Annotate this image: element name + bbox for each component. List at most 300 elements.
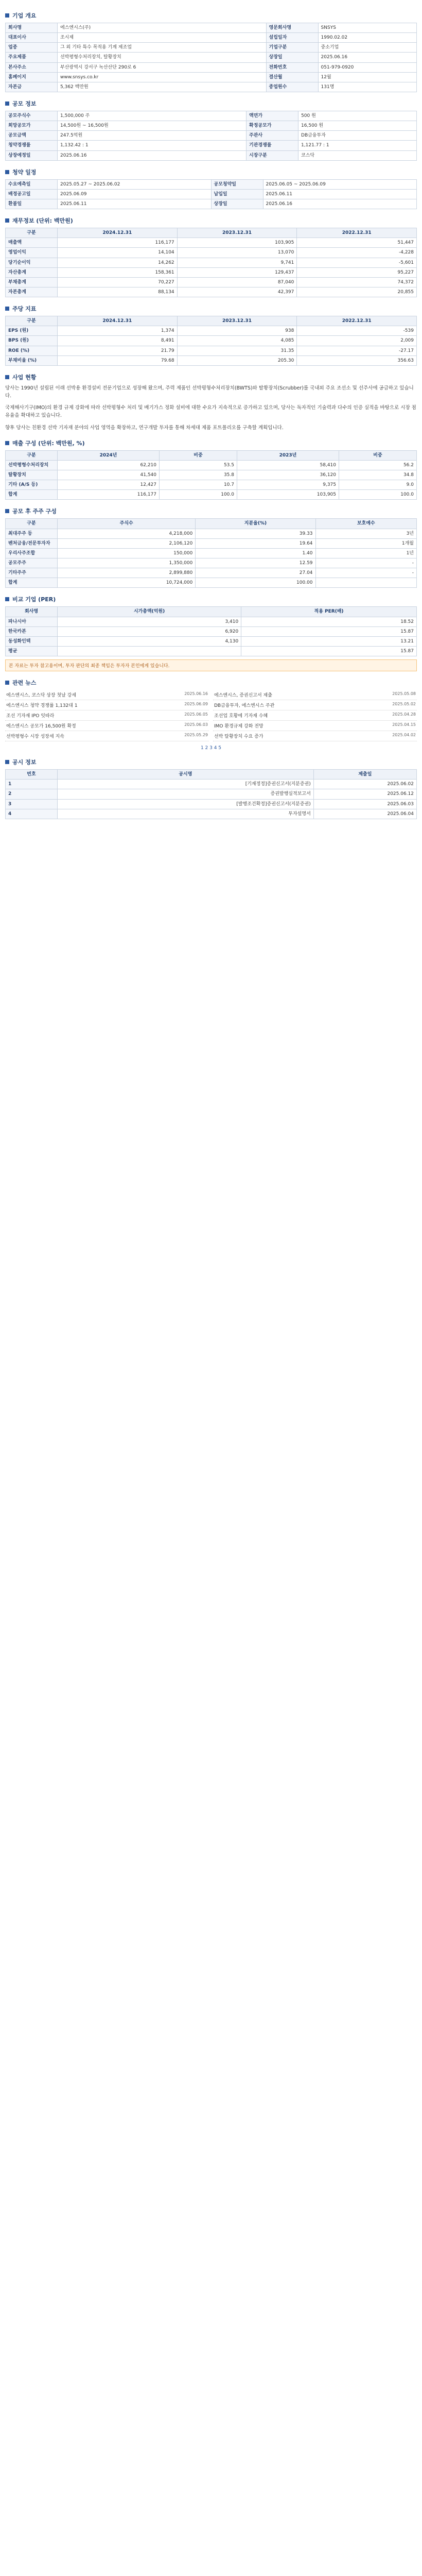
table-row [6, 480, 417, 490]
cell-value: 13.21 [241, 636, 417, 646]
cell-value: 15.87 [241, 646, 417, 656]
table-row [6, 809, 417, 819]
shareholders-section-title: 공모 후 주주 구성 [5, 507, 417, 515]
news-date: 2025.04.02 [392, 733, 416, 738]
cell-value: 158,361 [58, 267, 178, 277]
news-item[interactable] [5, 710, 209, 721]
business-paragraph: 당사는 1990년 설립된 이래 선박용 환경설비 전문기업으로 성장해 왔으며, 주력 제품인 선박평형수처리장치(BWTS)와 탈황장치(Scrubber)를 국내외 주요 조선소 및 선주사에 공급하고 있습니다. [5, 385, 414, 399]
bullet-icon [5, 760, 9, 764]
cell-value: 3,410 [58, 617, 241, 626]
column-header: 제출일 [313, 770, 416, 779]
info-value: 중소기업 [318, 43, 416, 53]
info-value: 12월 [318, 72, 416, 82]
cell-value: 87,040 [177, 277, 297, 287]
stock-section-title: 공모 정보 [5, 99, 417, 108]
cell-value: 증권발행실적보고서 [58, 789, 314, 799]
column-header: 2023.12.31 [177, 316, 297, 326]
disclosures-section-title: 공시 정보 [5, 758, 417, 766]
business-section-title: 사업 현황 [5, 373, 417, 381]
row-label: 평균 [6, 646, 58, 656]
info-row [6, 62, 417, 72]
column-header: 번호 [6, 770, 58, 779]
cell-value: 4,085 [177, 336, 297, 346]
cell-value: 9.0 [339, 480, 417, 490]
info-label: 상장일 [211, 199, 263, 209]
info-label: 상장일 [266, 53, 318, 62]
header-row [6, 770, 417, 779]
table-row [6, 460, 417, 470]
info-value: 2025.06.16 [263, 199, 417, 209]
cell-value: 74,372 [297, 277, 417, 287]
cell-value: 100.0 [160, 490, 237, 500]
cell-value: 13,070 [177, 248, 297, 258]
cell-value: 150,000 [58, 548, 196, 558]
table-row [6, 355, 417, 365]
cell-value: 58,410 [237, 460, 339, 470]
news-date: 2025.05.29 [184, 733, 208, 738]
row-label: 동성화인텍 [6, 636, 58, 646]
info-label: 업종 [6, 43, 58, 53]
news-date: 2025.04.28 [392, 712, 416, 717]
news-title[interactable]: 에스엔시스 공모가 16,500원 확정 [6, 724, 76, 730]
table-row [6, 346, 417, 355]
bullet-icon [5, 101, 9, 106]
info-label: 시장구분 [247, 150, 298, 160]
column-header: 비중 [339, 450, 417, 460]
cell-value: 205.30 [177, 355, 297, 365]
info-value: 2025.06.16 [58, 150, 247, 160]
table-row [6, 789, 417, 799]
info-label: 전화번호 [266, 62, 318, 72]
column-header: 회사명 [6, 607, 58, 617]
info-row [6, 82, 417, 92]
table-row [6, 238, 417, 248]
column-header: 2024년 [58, 450, 160, 460]
disclosures-table [5, 769, 417, 819]
row-label: EPS (원) [6, 326, 58, 336]
info-row [6, 72, 417, 82]
info-label: 홈페이지 [6, 72, 58, 82]
cell-value: 14,262 [58, 258, 178, 267]
info-row [6, 43, 417, 53]
news-title[interactable]: IMO 환경규제 강화 전망 [214, 724, 263, 730]
column-header: 보호예수 [315, 519, 416, 529]
info-label: 액면가 [247, 111, 298, 121]
news-title[interactable]: 에스엔시스 청약 경쟁률 1,132대 1 [6, 703, 78, 709]
company-section-title: 기업 개요 [5, 11, 417, 20]
row-label: BPS (원) [6, 336, 58, 346]
row-label: 영업이익 [6, 248, 58, 258]
per-share-section-title: 주당 지표 [5, 304, 417, 313]
info-label: 대표이사 [6, 33, 58, 43]
info-value: 131명 [318, 82, 416, 92]
info-label: 공모금액 [6, 131, 58, 141]
column-header: 구분 [6, 228, 58, 238]
cell-value: 4,218,000 [58, 529, 196, 538]
business-paragraph: 국제해사기구(IMO)의 환경 규제 강화에 따라 선박평형수 처리 및 배기가스 정화 설비에 대한 수요가 지속적으로 증가하고 있으며, 당사는 독자적인 기술력과 다수의 인증 실적을 바탕으로 시장 점유율을 확대하고 있습니다. [5, 405, 416, 419]
info-value: 500 원 [298, 111, 417, 121]
news-item[interactable] [213, 690, 417, 700]
cell-value: 15.87 [241, 626, 417, 636]
cell-value: - [315, 568, 416, 578]
table-row [6, 617, 417, 626]
cell-value: 1,374 [58, 326, 178, 336]
news-item[interactable] [5, 700, 209, 710]
news-title[interactable]: 선박평형수 시장 성장세 지속 [6, 734, 64, 740]
stock-table [5, 111, 417, 161]
news-item[interactable] [213, 710, 417, 721]
table-row [6, 548, 417, 558]
cell-value: -27.17 [297, 346, 417, 355]
cell-value: 79.68 [58, 355, 178, 365]
shareholders-table [5, 518, 417, 588]
cell-value: 100.0 [339, 490, 417, 500]
news-columns [5, 690, 417, 741]
cell-value: - [315, 558, 416, 568]
row-label: 자본총계 [6, 287, 58, 297]
info-label: 희망공모가 [6, 121, 58, 131]
row-label: 우리사주조합 [6, 548, 58, 558]
cell-value: 51,447 [297, 238, 417, 248]
info-label: 자본금 [6, 82, 58, 92]
table-row [6, 626, 417, 636]
cell-value: 53.5 [160, 460, 237, 470]
cell-value: 3년 [315, 529, 416, 538]
news-title[interactable]: DB금융투자, 에스엔시스 주관 [214, 703, 275, 709]
table-row [6, 277, 417, 287]
cell-value: 129,437 [177, 267, 297, 277]
news-title[interactable]: 조선 기자재 IPO 잇따라 [6, 714, 55, 719]
row-label: ROE (%) [6, 346, 58, 355]
table-row [6, 490, 417, 500]
news-title[interactable]: 에스엔시스, 증권신고서 제출 [214, 693, 272, 699]
column-header: 비중 [160, 450, 237, 460]
cell-value: 12.59 [196, 558, 315, 568]
cell-value: 39.33 [196, 529, 315, 538]
news-list-right [213, 690, 417, 741]
info-row [6, 189, 417, 199]
bullet-icon [5, 441, 9, 445]
info-row [6, 141, 417, 150]
finance-section-title: 재무정보 (단위: 백만원) [5, 216, 417, 225]
column-header: 2023년 [237, 450, 339, 460]
news-item[interactable] [5, 721, 209, 731]
table-row [6, 558, 417, 568]
cell-value: 9,741 [177, 258, 297, 267]
cell-value: 18.52 [241, 617, 417, 626]
row-label: 파나시아 [6, 617, 58, 626]
info-value: DB금융투자 [298, 131, 417, 141]
info-row [6, 33, 417, 43]
cell-value: 2025.06.02 [313, 779, 416, 789]
bullet-icon [5, 375, 9, 379]
schedule-table [5, 179, 417, 209]
warning-banner: 본 자료는 투자 참고용이며, 투자 판단의 최종 책임은 투자자 본인에게 있습니다. [5, 659, 417, 671]
news-pager[interactable]: 1 2 3 4 5 [200, 745, 222, 751]
info-row [6, 150, 417, 160]
bullet-icon [5, 170, 9, 174]
info-value: 1,121.77 : 1 [298, 141, 417, 150]
sales-section-title: 매출 구성 (단위: 백만원, %) [5, 439, 417, 447]
news-title[interactable]: 선박 탈황장치 수요 증가 [214, 734, 263, 740]
news-date: 2025.06.03 [184, 722, 208, 727]
sales-table [5, 450, 417, 500]
info-value: www.snsys.co.kr [58, 72, 267, 82]
info-label: 결산월 [266, 72, 318, 82]
table-row [6, 326, 417, 336]
cell-value: 투자설명서 [58, 809, 314, 819]
cell-value: 88,134 [58, 287, 178, 297]
info-label: 종업원수 [266, 82, 318, 92]
info-label: 확정공모가 [247, 121, 298, 131]
cell-value: 6,920 [58, 626, 241, 636]
news-date: 2025.05.08 [392, 691, 416, 697]
cell-value: 95,227 [297, 267, 417, 277]
table-row [6, 578, 417, 588]
info-value: 에스엔시스(주) [58, 23, 267, 33]
info-value: 1,500,000 주 [58, 111, 247, 121]
cell-value: 2,106,120 [58, 538, 196, 548]
row-label: 한국카본 [6, 626, 58, 636]
info-label: 환불일 [6, 199, 58, 209]
row-label: 1 [6, 779, 58, 789]
table-row [6, 779, 417, 789]
row-label: 합계 [6, 578, 58, 588]
info-label: 주요제품 [6, 53, 58, 62]
column-header: 공시명 [58, 770, 314, 779]
news-date: 2025.06.16 [184, 691, 208, 697]
info-label: 청약경쟁률 [6, 141, 58, 150]
info-label: 수요예측일 [6, 179, 58, 189]
cell-value: 1개월 [315, 538, 416, 548]
column-header: 2024.12.31 [58, 228, 178, 238]
info-label: 기관경쟁률 [247, 141, 298, 150]
news-title[interactable]: 에스엔시스, 코스닥 상장 첫날 강세 [6, 693, 77, 699]
table-row [6, 646, 417, 656]
news-item[interactable] [213, 700, 417, 710]
news-date: 2025.06.05 [184, 712, 208, 717]
table-row [6, 529, 417, 538]
cell-value: 1,350,000 [58, 558, 196, 568]
info-row [6, 111, 417, 121]
news-date: 2025.04.15 [392, 722, 416, 727]
cell-value: 70,227 [58, 277, 178, 287]
info-value: 1990.02.02 [318, 33, 416, 43]
cell-value: 41,540 [58, 470, 160, 480]
cell-value: 35.8 [160, 470, 237, 480]
cell-value: 356.63 [297, 355, 417, 365]
cell-value: 56.2 [339, 460, 417, 470]
row-label: 당기순이익 [6, 258, 58, 267]
cell-value: 31.35 [177, 346, 297, 355]
cell-value: [기재정정]증권신고서(지분증권) [58, 779, 314, 789]
row-label: 부채총계 [6, 277, 58, 287]
column-header: 2022.12.31 [297, 316, 417, 326]
info-label: 공모주식수 [6, 111, 58, 121]
info-label: 회사명 [6, 23, 58, 33]
header-row [6, 607, 417, 617]
info-label: 배정공고일 [6, 189, 58, 199]
table-row [6, 799, 417, 809]
cell-value: 34.8 [339, 470, 417, 480]
row-label: 최대주주 등 [6, 529, 58, 538]
column-header: 2022.12.31 [297, 228, 417, 238]
info-row [6, 53, 417, 62]
column-header: 2023.12.31 [177, 228, 297, 238]
row-label: 부채비율 (%) [6, 355, 58, 365]
info-row [6, 131, 417, 141]
cell-value: 20,855 [297, 287, 417, 297]
table-row [6, 258, 417, 267]
peers-section-title: 비교 기업 (PER) [5, 595, 417, 603]
cell-value: 19.64 [196, 538, 315, 548]
cell-value: -5,601 [297, 258, 417, 267]
info-value: 부산광역시 강서구 녹산산단 290로 6 [58, 62, 267, 72]
news-date: 2025.06.09 [184, 702, 208, 707]
cell-value: 1년 [315, 548, 416, 558]
cell-value: 116,177 [58, 490, 160, 500]
info-value: 2025.06.11 [263, 189, 417, 199]
info-row [6, 179, 417, 189]
news-date: 2025.05.02 [392, 702, 416, 707]
column-header: 구분 [6, 519, 58, 529]
finance-table [5, 228, 417, 297]
news-item[interactable] [5, 690, 209, 700]
row-label: 4 [6, 809, 58, 819]
column-header: 적용 PER(배) [241, 607, 417, 617]
cell-value: 8,491 [58, 336, 178, 346]
company-table [5, 23, 417, 92]
business-paragraph: 향후 당사는 친환경 선박 기자재 분야의 사업 영역을 확장하고, 연구개발 투자를 통해 차세대 제품 포트폴리오를 구축할 계획입니다. [5, 425, 284, 431]
row-label: 2 [6, 789, 58, 799]
cell-value: 100.00 [196, 578, 315, 588]
info-row [6, 23, 417, 33]
header-row [6, 228, 417, 238]
news-item[interactable] [213, 721, 417, 731]
cell-value: 27.04 [196, 568, 315, 578]
table-row [6, 287, 417, 297]
cell-value: 62,210 [58, 460, 160, 470]
cell-value: -539 [297, 326, 417, 336]
info-value: 14,500원 ~ 16,500원 [58, 121, 247, 131]
info-value: 16,500 원 [298, 121, 417, 131]
info-value: 코스닥 [298, 150, 417, 160]
cell-value: 21.79 [58, 346, 178, 355]
column-header: 2024.12.31 [58, 316, 178, 326]
per-share-table [5, 316, 417, 366]
bullet-icon [5, 597, 9, 601]
info-label: 기업구분 [266, 43, 318, 53]
cell-value: 2025.06.04 [313, 809, 416, 819]
info-label: 상장예정일 [6, 150, 58, 160]
info-row [6, 121, 417, 131]
table-row [6, 470, 417, 480]
cell-value: 10,724,000 [58, 578, 196, 588]
news-item[interactable] [5, 731, 209, 741]
row-label: 자산총계 [6, 267, 58, 277]
news-section-title: 관련 뉴스 [5, 679, 417, 687]
cell-value: 4,130 [58, 636, 241, 646]
schedule-section-title: 청약 일정 [5, 168, 417, 176]
info-value: 247.5억원 [58, 131, 247, 141]
header-row [6, 519, 417, 529]
column-header: 시가총액(억원) [58, 607, 241, 617]
table-row [6, 267, 417, 277]
info-value: 조시제 [58, 33, 267, 43]
row-label: 선박평형수처리장치 [6, 460, 58, 470]
cell-value: 2,899,880 [58, 568, 196, 578]
info-value: 그 외 기타 특수 목적용 기계 제조업 [58, 43, 267, 53]
cell-value: 14,104 [58, 248, 178, 258]
column-header: 지분율(%) [196, 519, 315, 529]
bullet-icon [5, 681, 9, 685]
info-value: 2025.06.16 [318, 53, 416, 62]
cell-value: 10.7 [160, 480, 237, 490]
cell-value [315, 578, 416, 588]
row-label: 매출액 [6, 238, 58, 248]
business-text [5, 384, 417, 432]
cell-value: 36,120 [237, 470, 339, 480]
bullet-icon [5, 307, 9, 311]
info-value: 051-979-0920 [318, 62, 416, 72]
info-value: 선박평형수처리장치, 탈황장치 [58, 53, 267, 62]
column-header: 구분 [6, 316, 58, 326]
table-row [6, 538, 417, 548]
news-item[interactable] [213, 731, 417, 741]
info-value: 2025.06.11 [58, 199, 212, 209]
info-label: 설립일자 [266, 33, 318, 43]
info-value: 2025.06.05 ~ 2025.06.09 [263, 179, 417, 189]
bullet-icon [5, 218, 9, 223]
cell-value: 938 [177, 326, 297, 336]
cell-value: 103,905 [237, 490, 339, 500]
table-row [6, 336, 417, 346]
column-header: 구분 [6, 450, 58, 460]
info-value: 2025.05.27 ~ 2025.06.02 [58, 179, 212, 189]
cell-value: 2025.06.12 [313, 789, 416, 799]
info-value: 5,362 백만원 [58, 82, 267, 92]
info-label: 납입일 [211, 189, 263, 199]
cell-value: -4,228 [297, 248, 417, 258]
row-label: 합계 [6, 490, 58, 500]
ipo-page [0, 0, 422, 823]
cell-value: 103,905 [177, 238, 297, 248]
bullet-icon [5, 509, 9, 513]
row-label: 3 [6, 799, 58, 809]
bullet-icon [5, 13, 9, 18]
header-row [6, 450, 417, 460]
cell-value: 12,427 [58, 480, 160, 490]
table-row [6, 636, 417, 646]
column-header: 주식수 [58, 519, 196, 529]
news-list-left [5, 690, 209, 741]
row-label: 벤처금융/전문투자자 [6, 538, 58, 548]
info-row [6, 199, 417, 209]
news-title[interactable]: 조선업 호황에 기자재 수혜 [214, 714, 268, 719]
cell-value [58, 646, 241, 656]
header-row [6, 316, 417, 326]
table-row [6, 248, 417, 258]
row-label: 기타 (A/S 등) [6, 480, 58, 490]
info-label: 본사주소 [6, 62, 58, 72]
info-value: SNSYS [318, 23, 416, 33]
peers-table [5, 606, 417, 656]
cell-value: 2025.06.03 [313, 799, 416, 809]
info-value: 2025.06.09 [58, 189, 212, 199]
cell-value: 116,177 [58, 238, 178, 248]
cell-value: 1.40 [196, 548, 315, 558]
info-label: 주관사 [247, 131, 298, 141]
